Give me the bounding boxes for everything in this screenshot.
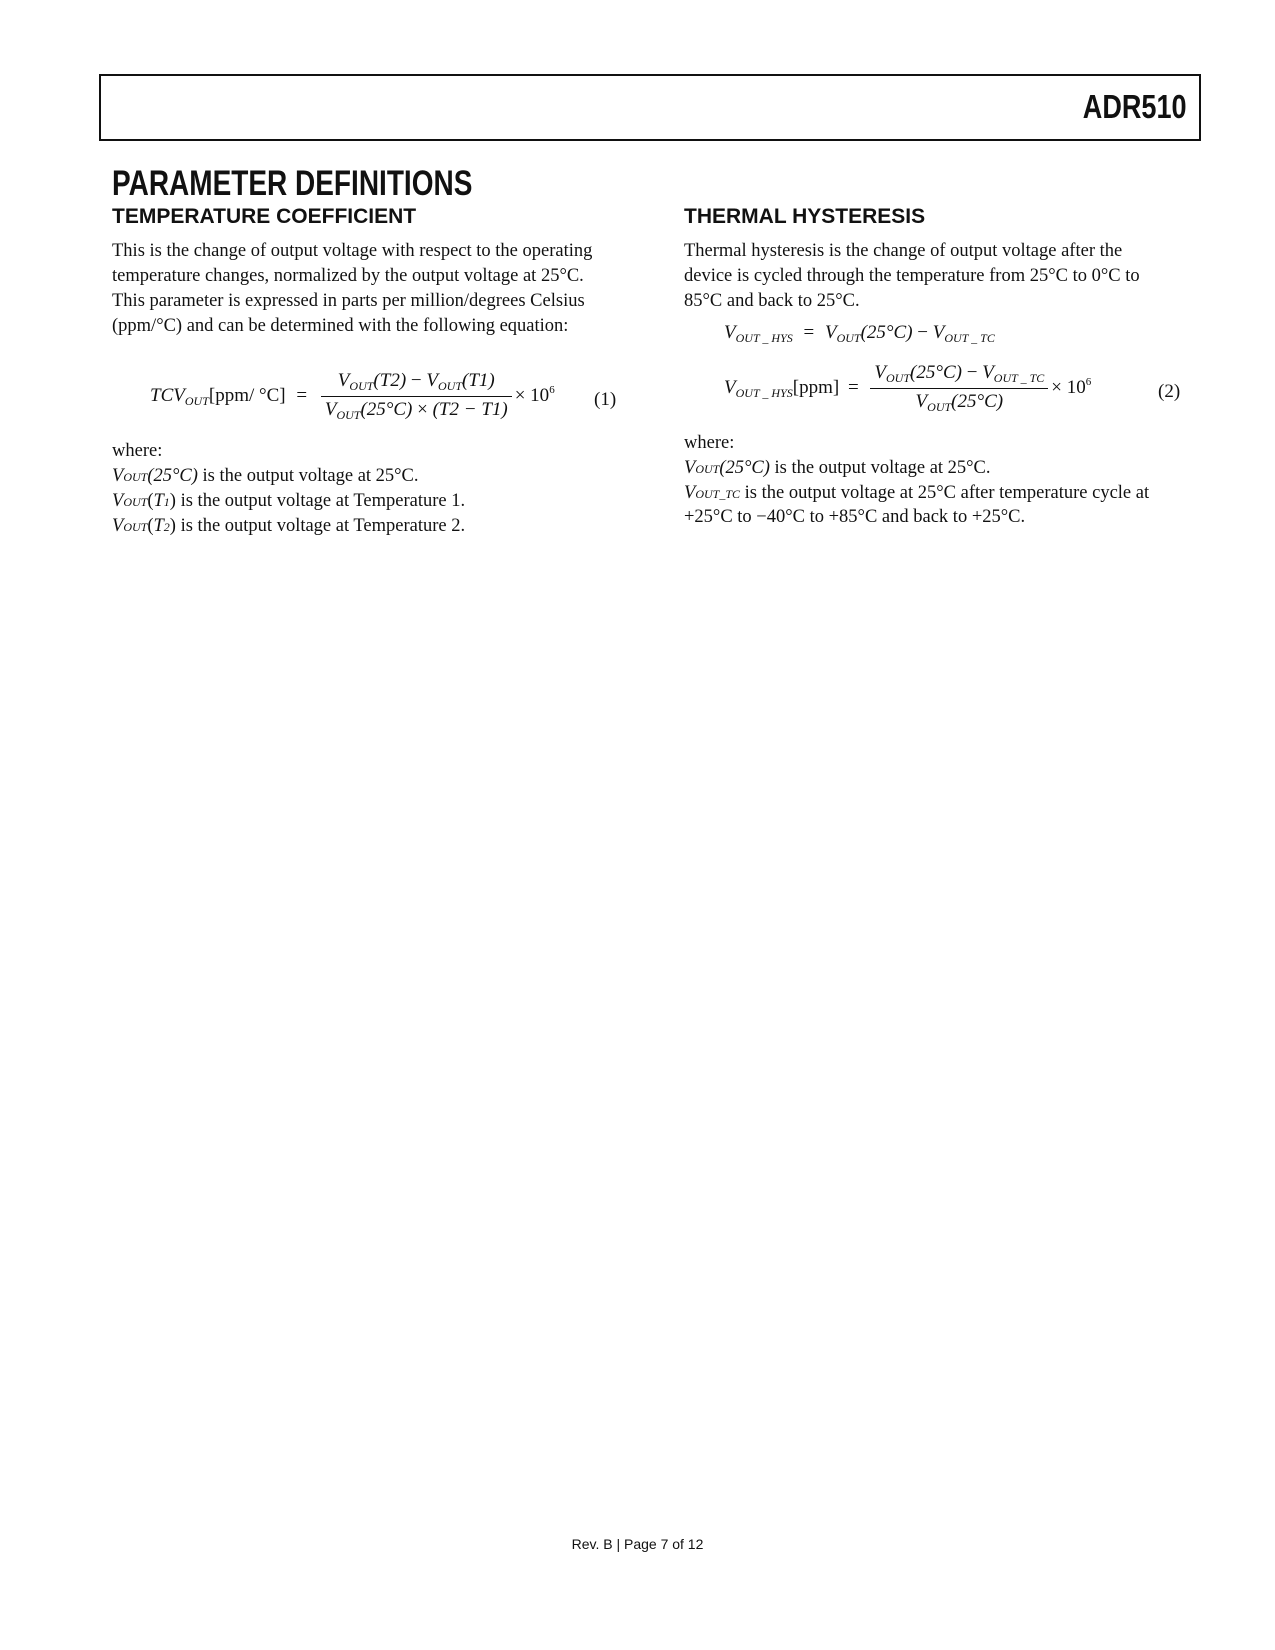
definition-vout-t2: VOUT(T2) is the output voltage at Temperature 2. <box>112 516 466 536</box>
equation-1-number: (1) <box>594 389 617 410</box>
definition-vout-tc: VOUT_TC is the output voltage at 25°C after temperature cycle at <box>684 483 1150 503</box>
definition-vout-25c-right: VOUT(25°C) is the output voltage at 25°C. <box>684 458 991 478</box>
definition-vout-tc-continued: +25°C to −40°C to +85°C and back to +25°C. <box>684 507 1026 527</box>
equation-2-fraction: $\frac{V_{OUT}(25^\circ C) - V_{OUT \_ TC}}{V_{OUT}(25^\circ C)}$ <box>870 362 1048 415</box>
heading-thermal-hysteresis: THERMAL HYSTERESIS <box>684 205 926 228</box>
equation-1-fraction: $\frac{V_{OUT}(T2) - V_{OUT}(T1)}{V_{OUT}(25^\circ C) \times (T2 - T1)}$ <box>321 370 512 423</box>
equation-2: $V_{OUT \_ HYS}[ppm]$ = $\frac{V_{OUT}(25^\circ C) - V_{OUT \_ TC}}{V_{OUT}(25^\circ C)}$ × $10^6$ <box>724 362 1092 414</box>
equation-1: $TCV_{OUT}[ppm/$ °C] = $\frac{V_{OUT}(T2) - V_{OUT}(T1)}{V_{OUT}(25^\circ C) \times (T2 - T1)}$ × $10^6$ <box>150 370 555 422</box>
heading-temperature-coefficient: TEMPERATURE COEFFICIENT <box>112 205 417 228</box>
thermal-hysteresis-paragraph: Thermal hysteresis is the change of output voltage after the device is cycled through the temperature from 25°C to 0°C to 85°C and back to 25°C. <box>684 241 1140 311</box>
page-footer: Rev. B | Page 7 of 12 <box>571 1536 704 1552</box>
page-header <box>99 74 1201 141</box>
definition-vout-25c-left: VOUT(25°C) is the output voltage at 25°C. <box>112 466 419 486</box>
equation-2-number: (2) <box>1158 381 1181 402</box>
where-label-right: where: <box>684 433 735 453</box>
definition-vout-t1: VOUT(T1) is the output voltage at Temperature 1. <box>112 491 466 511</box>
section-title: PARAMETER DEFINITIONS <box>112 164 473 203</box>
part-number: ADR510 <box>1083 88 1187 125</box>
temperature-coefficient-paragraph: This is the change of output voltage with respect to the operating temperature changes, normalized by the output voltage at 25°C. This parameter is expressed in parts per million/degrees Celsius (ppm/°C) and can be determined with the following equation: <box>112 241 593 336</box>
where-label-left: where: <box>112 441 163 461</box>
equation-hysteresis-definition: $V_{OUT \_ HYS} = V_{OUT}(25^\circ C) - V_{OUT \_ TC}$ <box>724 322 995 345</box>
